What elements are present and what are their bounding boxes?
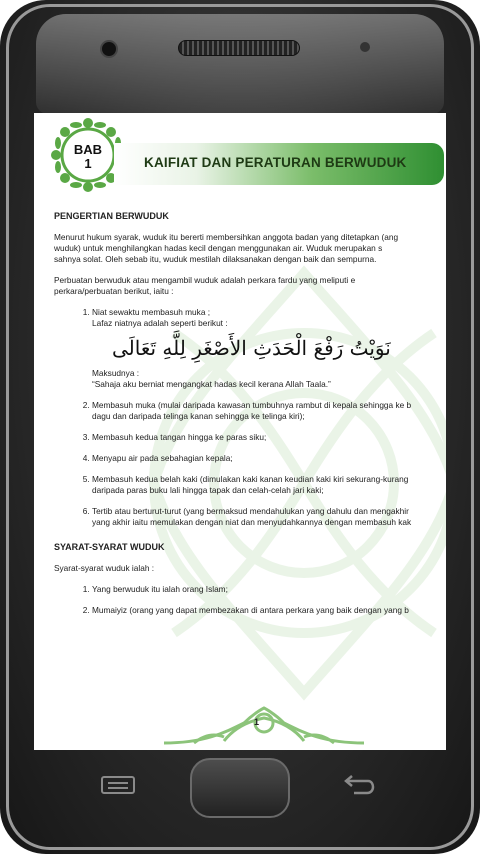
front-camera (100, 40, 118, 58)
list-item: 4. Menyapu air pada sebahagian kepala; (92, 453, 446, 464)
obligations-list (54, 307, 446, 528)
document-body (54, 211, 446, 626)
paragraph-obligations: Perbuatan berwuduk atau mengambil wuduk adalah perkara fardu yang meliputi e perkara/perbuatan berikut, iaitu : (54, 275, 356, 296)
footer-ornament (164, 703, 364, 748)
chapter-header (34, 113, 446, 203)
conditions-list (54, 584, 446, 616)
menu-icon[interactable] (100, 775, 136, 795)
chapter-badge-number: 1 (84, 156, 92, 171)
page-number: 1 (254, 717, 260, 727)
list-item: 1. Yang berwuduk itu ialah orang Islam; (92, 584, 446, 595)
home-button[interactable] (190, 758, 290, 818)
list-item: 5. Membasuh kedua belah kaki (dimulakan kaki kanan keudian kaki kiri sekurang-kurang daripada paras buku lali hingga tapak dan celah-celah jari kaki; (92, 474, 446, 496)
chapter-badge (70, 143, 106, 171)
proximity-sensor (360, 42, 370, 52)
list-item: 6. Tertib atau berturut-turut (yang bermaksud mendahulukan yang dahulu dan mengakhir yang akhir iaitu memulakan dengan niat dan menyudahkannya dengan membasuh kak (92, 506, 446, 528)
list-item: 1. Niat sewaktu membasuh muka ; Lafaz niatnya adalah seperti berikut : نَوَيْتُ رَفْعَ الْحَدَثِ الأَصْغَرِ لِلَّهِ تَعَالَى Maksudnya : “Sahaja aku berniat mengangkat hadas kecil kerana Allah Taala.” (92, 307, 446, 390)
back-arrow-icon[interactable] (340, 773, 376, 797)
earpiece-speaker (178, 40, 300, 56)
paragraph-conditions-intro: Syarat-syarat wuduk ialah : (54, 563, 155, 573)
document-screen[interactable] (34, 113, 446, 750)
paragraph-definition: Menurut hukum syarak, wuduk itu bererti membersihkan anggota badan yang ditetapkan (ang wuduk) untuk menghilangkan hadas kecil dengan menggunakan air. Wuduk merupakan s sahnya solat. Oleh sebab itu, wuduk mestilah dilaksanakan dengan baik dan sempurna. (54, 232, 399, 264)
screen-glare (36, 14, 444, 114)
meaning-label: Maksudnya : (92, 368, 140, 378)
chapter-badge-label: BAB (73, 142, 103, 157)
section-heading-definition: PENGERTIAN BERWUDUK (54, 211, 169, 221)
section-heading-conditions: SYARAT-SYARAT WUDUK (54, 542, 165, 552)
meaning-text: “Sahaja aku berniat mengangkat hadas kecil kerana Allah Taala.” (92, 379, 331, 389)
list-item: 2. Mumaiyiz (orang yang dapat membezakan di antara perkara yang baik dengan yang b (92, 605, 446, 616)
list-item: 2. Membasuh muka (mulai daripada kawasan tumbuhnya rambut di kepala sehingga ke b dagu dan daripada telinga kanan sehingga ke telinga kiri); (92, 400, 446, 422)
list-item: 3. Membasuh kedua tangan hingga ke paras siku; (92, 432, 446, 443)
chapter-title-banner (114, 143, 444, 185)
chapter-title: KAIFIAT DAN PERATURAN BERWUDUK (144, 155, 407, 170)
arabic-intention-text: نَوَيْتُ رَفْعَ الْحَدَثِ الأَصْغَرِ لِلَّهِ تَعَالَى (112, 336, 391, 360)
